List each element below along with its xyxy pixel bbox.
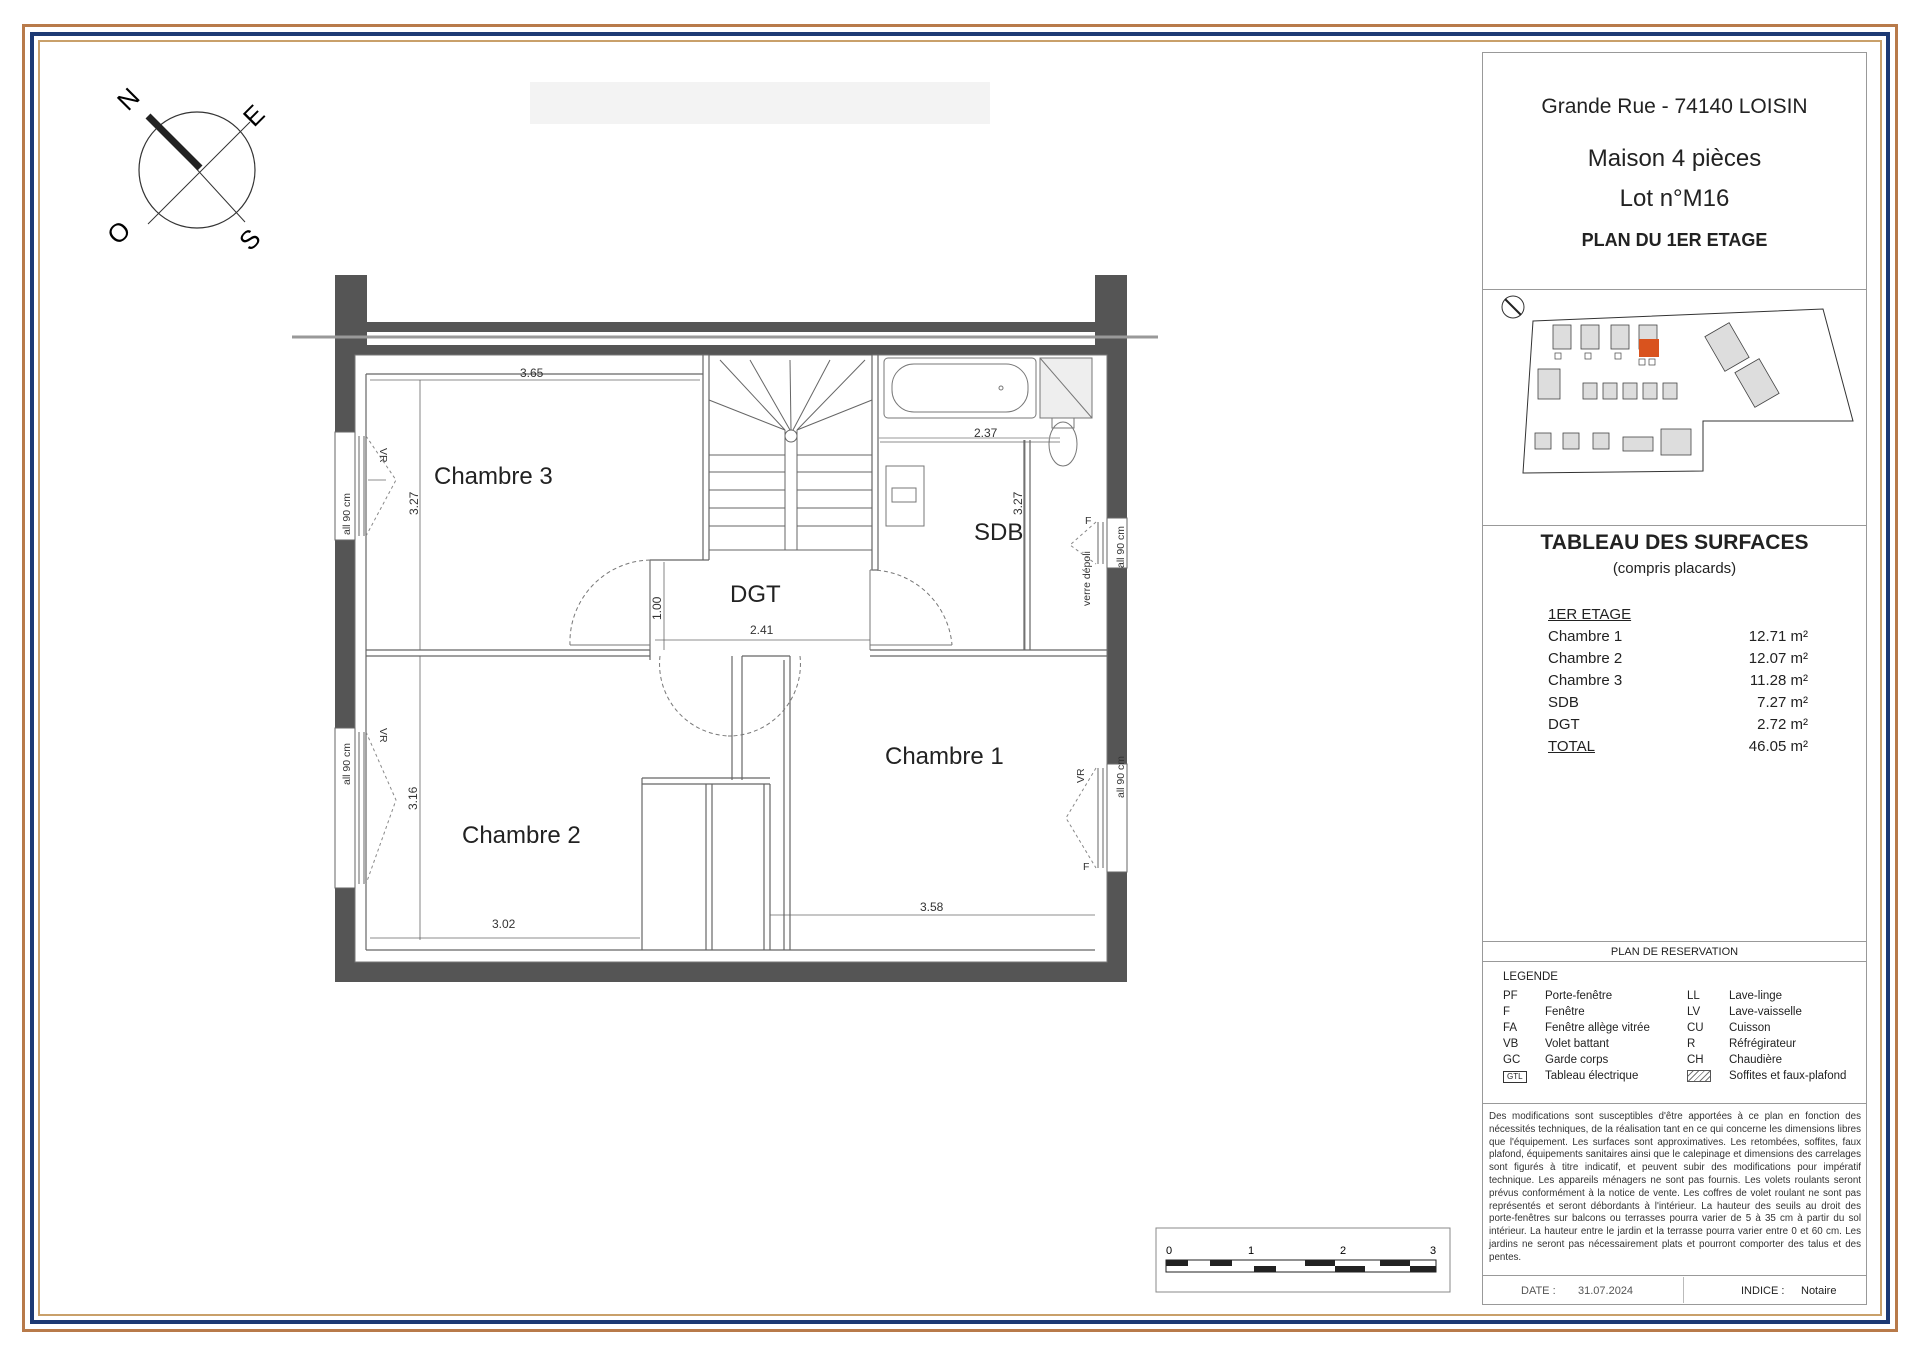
note-verre-depoli: verre dépoli [1081,551,1093,606]
scale-0: 0 [1166,1245,1173,1257]
title-block [1482,52,1867,1305]
dim-sdb-depth: 3.27 [1011,491,1025,515]
gtl-icon: GTL [1503,1071,1527,1083]
address: Grande Rue - 74140 LOISIN [1541,95,1808,118]
scale-1: 1 [1248,1245,1255,1257]
compass-s: S [233,222,267,257]
divider [1483,961,1866,962]
legend-row: VB Volet battant R Réfrégirateur [1503,1038,1797,1050]
note-f-sdb: F [1085,515,1092,527]
dim-dgt-width: 2.41 [750,623,774,637]
table-row: Chambre 3 11.28 m² [1548,672,1808,689]
disclaimer: Des modifications sont susceptibles d'être apportées à ce plan en fonction des nécessités techniques, de la réalisation tant en ce qui concerne les dimensions libres que l'équipement. Les surfaces sont approximatives. Les retombées, soffites, faux plafond, équipements sanitaires ainsi que le calepinage et dimensions des carrelages sont figurés à titre indicatif, et peuvent subir des modifications pour impératif technique. Les appareils ménagers ne sont pas fournis. Les volets roulants seront prévus conformément à la notice de vente. Les coffres de volet roulant ne sont pas représentés et seront débordants à l'intérieur. La hauteur des seuils au droit des porte-fenêtres sur balcons ou terrasses pourra varier de 5 à 35 cm à partir du sol intérieur. La hauteur entre le jardin et la terrasse pourra varier entre 0 et 60 cm. Les jardins ne seront pas nécessairement plats et pourront comporter des talus et des pentes. [1489,1111,1861,1263]
room-dgt: DGT [730,581,781,608]
surfaces-title: TABLEAU DES SURFACES [1540,531,1809,554]
hatch-icon [1687,1070,1711,1082]
house-type: Maison 4 pièces [1587,145,1762,172]
date-label: DATE : [1521,1285,1556,1297]
legend-row: PF Porte-fenêtre LL Lave-linge [1503,990,1783,1002]
surfaces-subtitle: (compris placards) [1612,560,1737,577]
footer [1483,1275,1866,1305]
legend-title: LEGENDE [1503,971,1558,983]
note-vr-c1: VR [1075,768,1087,783]
dim-chambre3-depth: 3.27 [407,491,421,515]
dim-dgt-depth: 1.00 [650,596,664,620]
surfaces-floor: 1ER ETAGE [1548,606,1632,623]
compass-n: N [111,81,146,117]
scale-bar [1156,1228,1450,1292]
note-vr-c2: VR [377,728,389,743]
lot-number: Lot n°M16 [1619,185,1730,212]
compass-e: E [237,98,271,133]
plan-title: PLAN DU 1ER ETAGE [1581,230,1768,250]
note-all-right-bottom: all 90 cm [1115,755,1127,798]
dim-chambre3-width: 3.65 [520,366,544,380]
note-all-left-top: all 90 cm [341,492,353,535]
index-label: INDICE : [1741,1285,1785,1297]
room-sdb: SDB [974,519,1024,546]
room-chambre3: Chambre 3 [434,463,553,490]
legend-row: FA Fenêtre allège vitrée CU Cuisson [1503,1022,1771,1034]
table-row: Chambre 2 12.07 m² [1548,650,1808,667]
divider [1483,941,1866,942]
index-value: Notaire [1801,1285,1837,1297]
dim-chambre2-width: 3.02 [492,917,516,931]
table-row: DGT 2.72 m² [1548,716,1808,733]
note-vr-c3: VR [377,448,389,463]
scale-3: 3 [1430,1245,1437,1257]
reservation-title: PLAN DE RESERVATION [1610,946,1739,958]
scale-2: 2 [1340,1245,1347,1257]
footer-divider [1683,1277,1684,1303]
date-value: 31.07.2024 [1578,1285,1634,1297]
compass-o: O [101,214,137,251]
note-all-left-bottom: all 90 cm [341,742,353,785]
table-row-total: TOTAL 46.05 m² [1548,738,1808,755]
table-row: SDB 7.27 m² [1548,694,1808,711]
legend-row: GTL Tableau électrique Soffites et faux-plafond [1503,1070,1863,1086]
room-chambre1: Chambre 1 [885,743,1004,770]
room-chambre2: Chambre 2 [462,822,581,849]
compass-icon [101,82,270,256]
site-compass-icon [1502,296,1524,318]
dim-sdb-width: 2.37 [974,426,998,440]
divider [1483,289,1866,290]
legend-row: GC Garde corps CH Chaudière [1503,1054,1783,1066]
dim-chambre1-width: 3.58 [920,900,944,914]
note-f-c1: F [1083,861,1090,873]
dim-chambre2-depth: 3.16 [406,786,420,810]
divider [1483,1103,1866,1104]
legend-row: F Fenêtre LV Lave-vaisselle [1503,1006,1802,1018]
site-plan-map [1493,291,1858,521]
legend [1503,971,1863,1086]
table-row: Chambre 1 12.71 m² [1548,628,1808,645]
divider [1483,525,1866,526]
watermark-band [530,82,990,124]
surfaces-table [1548,606,1808,760]
note-all-right-top: all 90 cm [1115,525,1127,568]
